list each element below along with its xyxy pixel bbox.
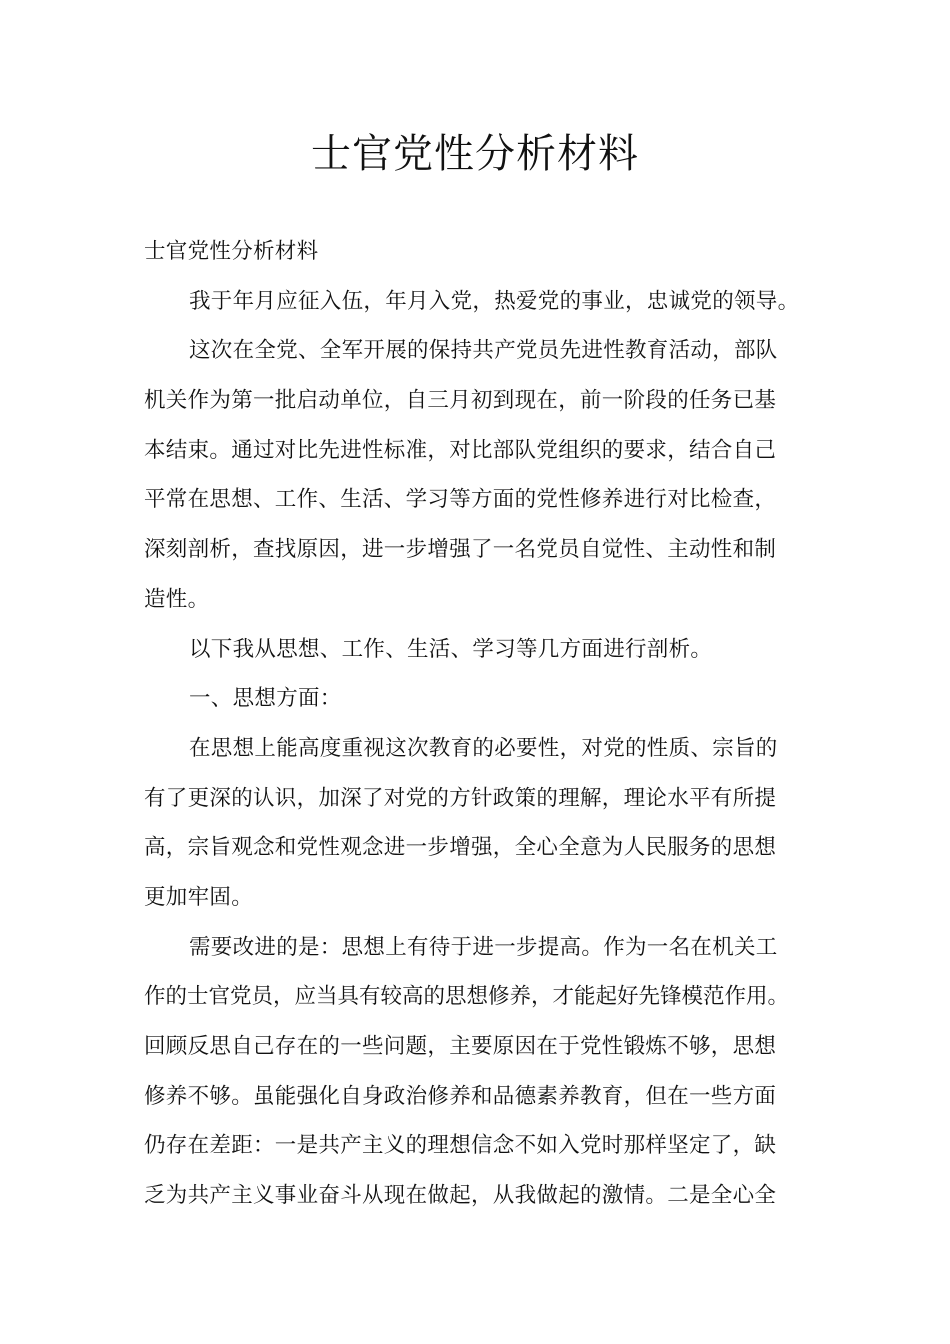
paragraph-line: 造性。 bbox=[144, 586, 210, 612]
document-title: 士官党性分析材料 bbox=[311, 131, 639, 177]
paragraph-line: 深刻剖析，查找原因，进一步增强了一名党员自觉性、主动性和制 bbox=[144, 537, 777, 563]
paragraph-line: 更加牢固。 bbox=[144, 884, 254, 910]
paragraph-line: 高，宗旨观念和党性观念进一步增强，全心全意为人民服务的思想 bbox=[144, 835, 777, 861]
paragraph-line: 乏为共产主义事业奋斗从现在做起，从我做起的激情。二是全心全 bbox=[144, 1183, 777, 1209]
paragraph-line: 我于年月应征入伍，年月入党，热爱党的事业，忠诚党的领导。 bbox=[189, 288, 800, 314]
section-heading: 一、思想方面： bbox=[189, 686, 342, 712]
paragraph-line: 这次在全党、全军开展的保持共产党员先进性教育活动，部队 bbox=[189, 338, 778, 364]
paragraph-line: 需要改进的是：思想上有待于进一步提高。作为一名在机关工 bbox=[189, 934, 778, 960]
paragraph-line: 在思想上能高度重视这次教育的必要性，对党的性质、宗旨的 bbox=[189, 735, 778, 761]
paragraph-line: 作的士官党员，应当具有较高的思想修养，才能起好先锋模范作用。 bbox=[144, 984, 790, 1010]
paragraph-line: 本结束。通过对比先进性标准，对比部队党组织的要求，结合自己 bbox=[144, 437, 777, 463]
paragraph-line: 平常在思想、工作、生活、学习等方面的党性修养进行对比检查， bbox=[144, 487, 777, 513]
paragraph-line: 以下我从思想、工作、生活、学习等几方面进行剖析。 bbox=[189, 636, 713, 662]
paragraph-line: 修养不够。虽能强化自身政治修养和品德素养教育，但在一些方面 bbox=[144, 1083, 777, 1109]
paragraph-line: 回顾反思自己存在的一些问题，主要原因在于党性锻炼不够，思想 bbox=[144, 1034, 777, 1059]
paragraph-line: 机关作为第一批启动单位，自三月初到现在，前一阶段的任务已基 bbox=[144, 388, 777, 414]
document-body bbox=[144, 232, 814, 1226]
paragraph-line: 仍存在差距：一是共产主义的理想信念不如入党时那样坚定了，缺 bbox=[144, 1133, 777, 1159]
paragraph-line: 有了更深的认识，加深了对党的方针政策的理解，理论水平有所提 bbox=[144, 785, 777, 811]
body-line-subtitle: 士官党性分析材料 bbox=[144, 239, 319, 264]
